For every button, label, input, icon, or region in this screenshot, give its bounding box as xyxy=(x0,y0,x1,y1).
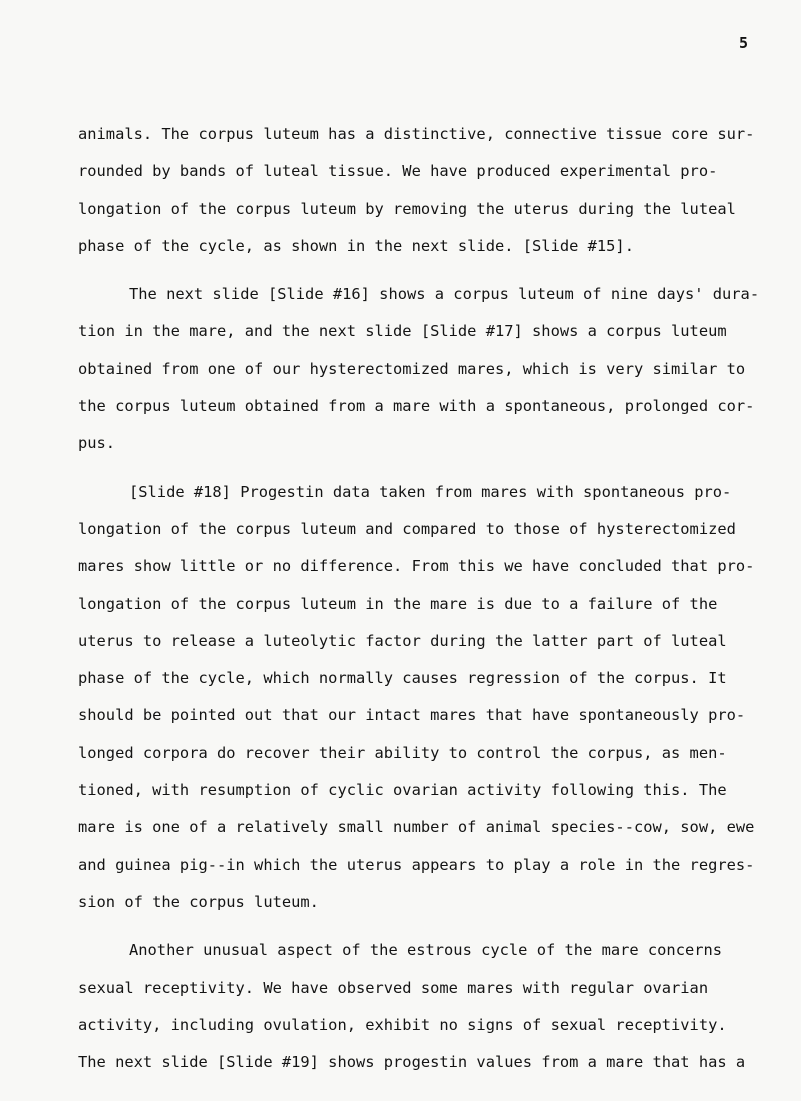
text-line: pus. xyxy=(78,434,116,453)
text-line: The next slide [Slide #16] shows a corpus luteum of nine days' dura- xyxy=(129,285,760,304)
text-line: longation of the corpus luteum by removing the uterus during the luteal xyxy=(78,199,736,218)
text-line: longed corpora do recover their ability to control the corpus, as men- xyxy=(78,743,727,762)
text-line: sion of the corpus luteum. xyxy=(78,892,319,911)
paragraph-4 xyxy=(78,932,748,1081)
text-line: longation of the corpus luteum in the mare is due to a failure of the xyxy=(78,594,718,613)
text-line: sexual receptivity. We have observed some mares with regular ovarian xyxy=(78,978,709,997)
paragraph-3 xyxy=(78,474,755,922)
text-line: obtained from one of our hysterectomized mares, which is very similar to xyxy=(78,359,746,378)
text-line: tioned, with resumption of cyclic ovarian activity following this. The xyxy=(78,781,727,800)
text-line: The next slide [Slide #19] shows progestin values from a mare that has a xyxy=(78,1053,746,1072)
text-line: longation of the corpus luteum and compared to those of hysterectomized xyxy=(78,519,736,538)
text-line: mare is one of a relatively small number of animal species--cow, sow, ewe xyxy=(78,818,755,837)
text-line: [Slide #18] Progestin data taken from mares with spontaneous pro- xyxy=(129,482,732,501)
text-line: tion in the mare, and the next slide [Slide #17] shows a corpus luteum xyxy=(78,322,727,341)
text-line: phase of the cycle, as shown in the next slide. [Slide #15]. xyxy=(78,236,634,255)
text-line: the corpus luteum obtained from a mare with a spontaneous, prolonged cor- xyxy=(78,397,755,416)
text-line: and guinea pig--in which the uterus appears to play a role in the regres- xyxy=(78,855,755,874)
text-line: Another unusual aspect of the estrous cycle of the mare concerns xyxy=(129,941,723,960)
text-line: mares show little or no difference. From this we have concluded that pro- xyxy=(78,557,755,576)
page-number: 5 xyxy=(738,34,748,52)
text-line: activity, including ovulation, exhibit no signs of sexual receptivity. xyxy=(78,1015,727,1034)
paragraph-2 xyxy=(78,276,760,462)
body-text xyxy=(78,116,760,1081)
text-line: animals. The corpus luteum has a distinctive, connective tissue core sur- xyxy=(78,125,755,143)
text-line: phase of the cycle, which normally causes regression of the corpus. It xyxy=(78,669,727,688)
text-line: rounded by bands of luteal tissue. We have produced experimental pro- xyxy=(78,162,718,181)
text-line: should be pointed out that our intact mares that have spontaneously pro- xyxy=(78,706,746,725)
paragraph-1 xyxy=(78,116,755,265)
text-line: uterus to release a luteolytic factor during the latter part of luteal xyxy=(78,631,727,650)
